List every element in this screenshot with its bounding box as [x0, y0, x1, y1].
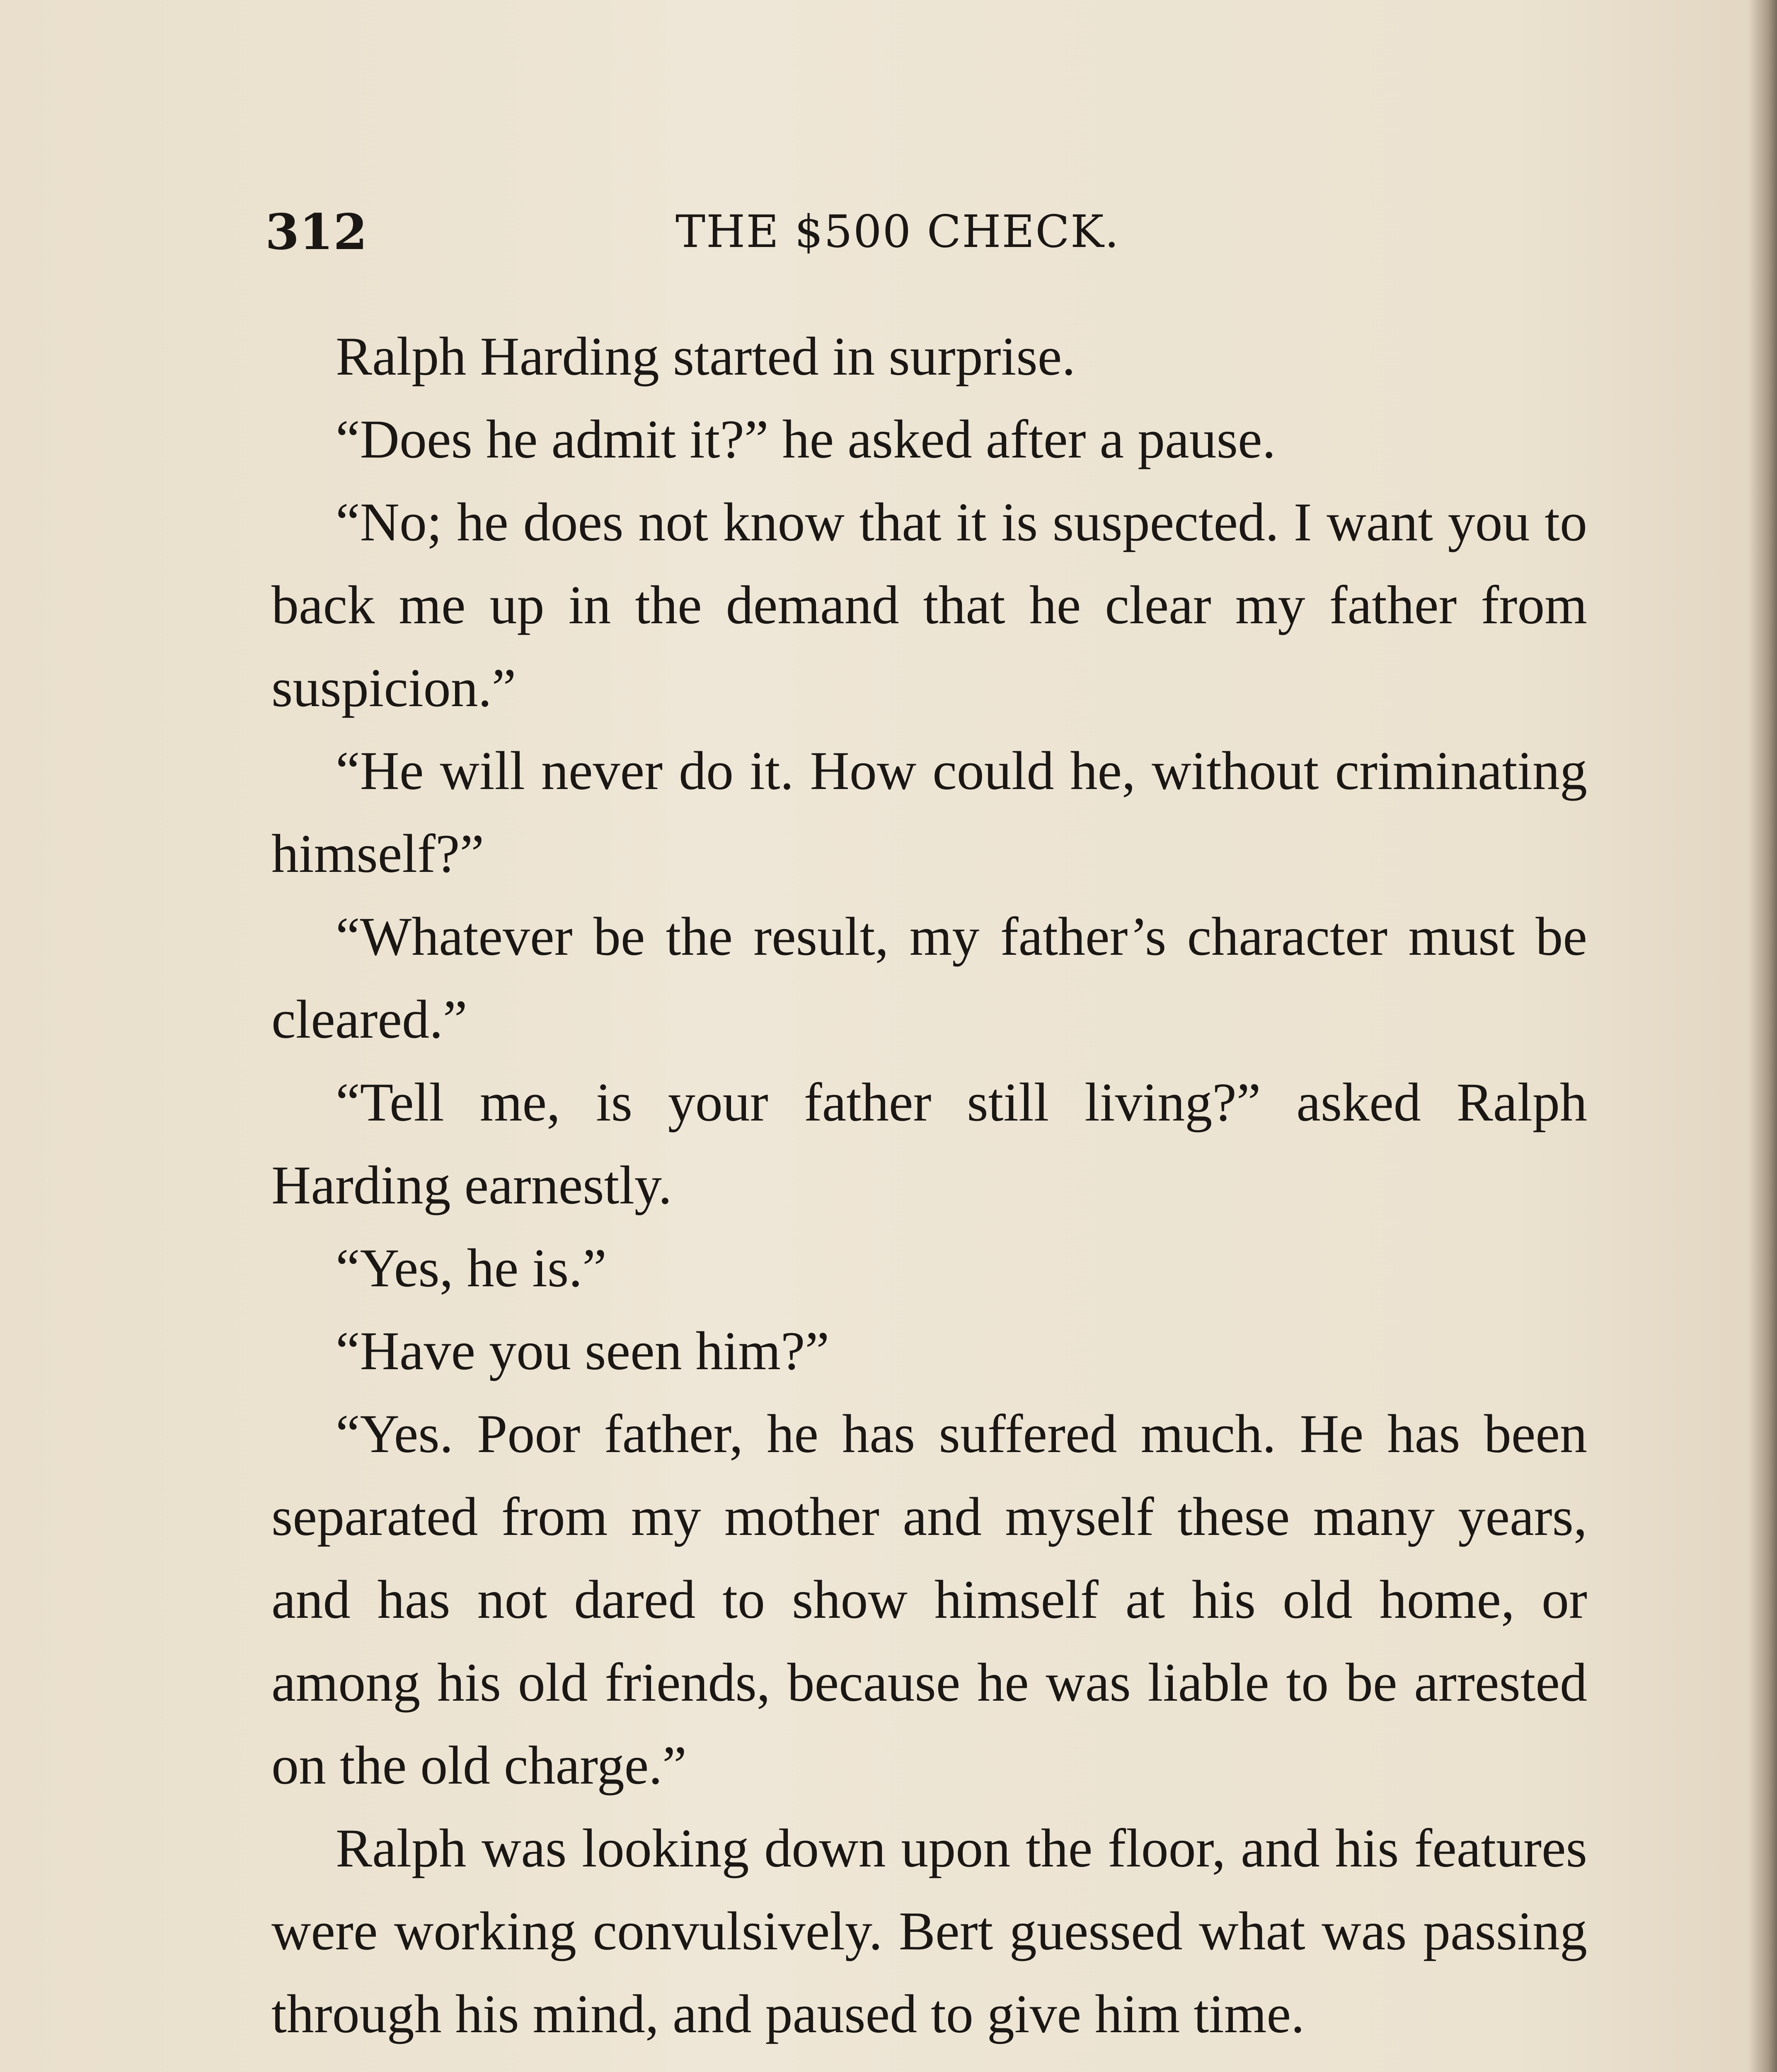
paragraph: “Does he admit it?” he asked after a pause.: [336, 409, 1276, 470]
running-title: THE $500 CHECK.: [675, 206, 1120, 258]
paragraph: Ralph was looking down upon the floor, and his features were working convulsively. Bert guessed what was passing through his mind, and paused to give him time.: [271, 1818, 1587, 2044]
paragraph: “Whatever be the result, my father’s character must be cleared.”: [271, 906, 1587, 1050]
paragraph: “Tell me, is your father still living?” asked Ralph Harding earnestly.: [271, 1072, 1587, 1215]
paragraph: “Yes. Poor father, he has suffered much. He has been separated from my mother and myself these many years, and has not dared to show himself at his old home, or among his old friends, because he was liable to be arrested on the old charge.”: [271, 1403, 1587, 1796]
spine-shadow: [1748, 0, 1777, 2072]
paragraph: “He will never do it. How could he, without criminating himself?”: [271, 740, 1587, 884]
paragraph: “Have you seen him?”: [336, 1320, 830, 1381]
page-number: 312: [265, 203, 368, 261]
paragraph: Ralph Harding started in surprise.: [336, 326, 1076, 387]
paragraph: “No; he does not know that it is suspected. I want you to back me up in the demand that he clear my father from suspicion.”: [271, 491, 1587, 718]
body-text: [271, 315, 1587, 2055]
page-header: [265, 199, 1591, 265]
paragraph: “Yes, he is.”: [336, 1237, 607, 1298]
